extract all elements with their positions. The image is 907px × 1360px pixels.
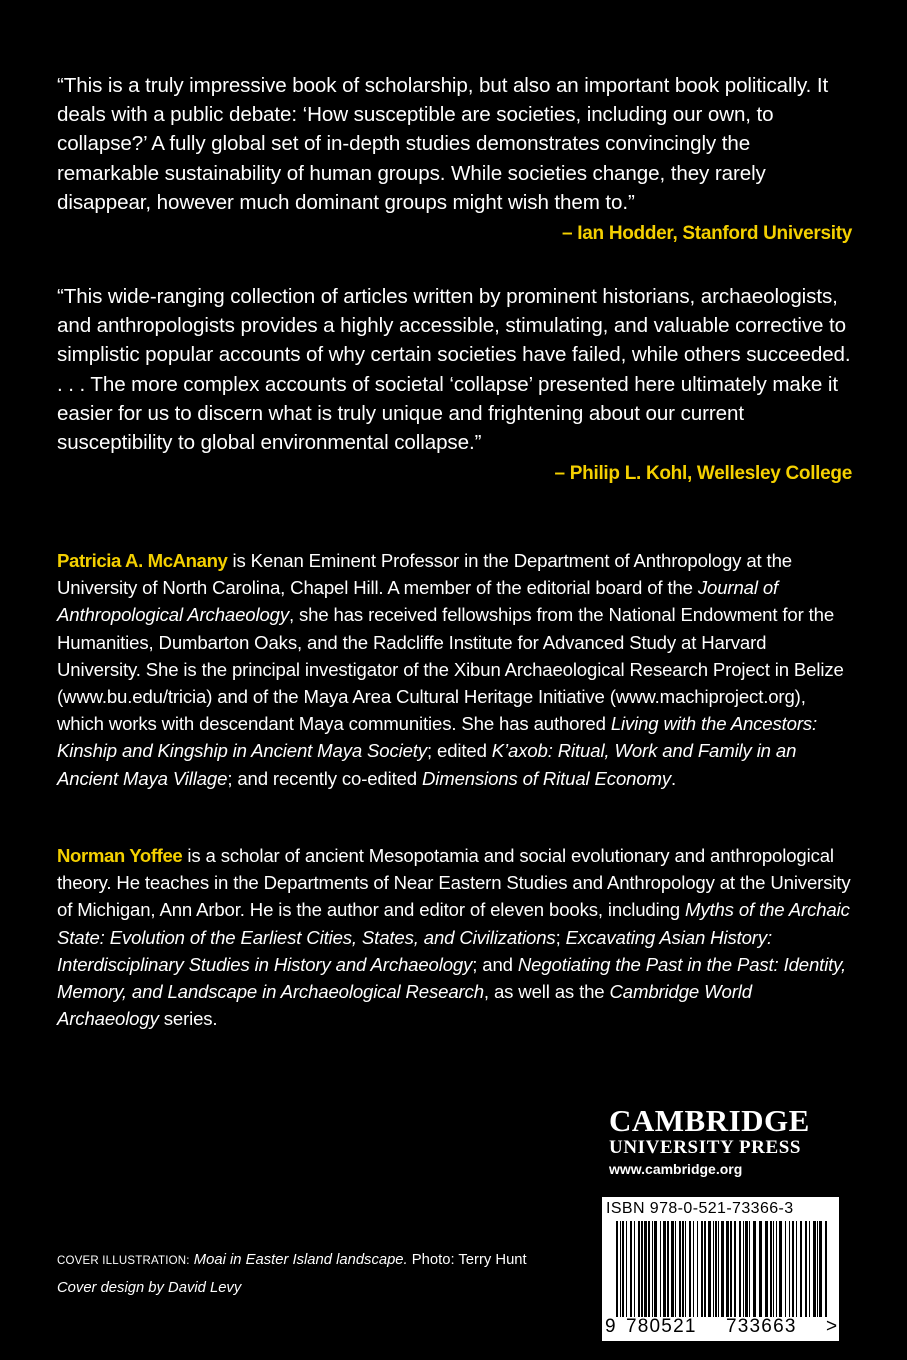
bio-title: Living with the Ancestors: Kinship and Kingship in Ancient Maya Society	[57, 713, 818, 762]
barcode-bar	[730, 1221, 732, 1317]
barcode-bar	[693, 1221, 694, 1317]
barcode-bar	[648, 1221, 650, 1317]
barcode-bar	[817, 1221, 818, 1317]
barcode-bar	[708, 1221, 711, 1317]
barcode-bar	[704, 1221, 706, 1317]
isbn-label: ISBN 978-0-521-73366-3	[606, 1200, 794, 1217]
barcode-digit-first: 9	[605, 1316, 617, 1337]
barcode-bar	[718, 1221, 719, 1317]
barcode-bar	[779, 1221, 782, 1317]
quote-attribution: – Ian Hodder, Stanford University	[562, 223, 852, 245]
barcode-bar	[626, 1221, 627, 1317]
barcode-bar	[734, 1221, 736, 1317]
barcode-bar	[713, 1221, 714, 1317]
barcode-bar	[671, 1221, 674, 1317]
illustration-label: COVER ILLUSTRATION:	[57, 1255, 190, 1267]
bio-text: ; edited	[426, 740, 492, 762]
barcode-bar	[743, 1221, 744, 1317]
bio-text: series.	[158, 1008, 218, 1030]
cover-design-credit: Cover design by David Levy	[57, 1280, 242, 1296]
barcode-bar	[660, 1221, 661, 1317]
barcode-bar	[739, 1221, 741, 1317]
quote-text: “This is a truly impressive book of scholarship, but also an important book politically. It deals with a public debate: ‘How susceptible are societies, including our own, to collapse?’ A fully global set of in-depth studies demonstrates convincingly the remarkable sustainability of human groups. While societies change, they rarely disappear, however much dominant groups might wish them to.”	[57, 74, 829, 214]
publisher-name: CAMBRIDGE	[609, 1103, 810, 1138]
barcode-bar	[697, 1221, 698, 1317]
barcode-bar	[785, 1221, 786, 1317]
barcode-bar	[689, 1221, 691, 1317]
publisher-press: UNIVERSITY PRESS	[609, 1137, 802, 1158]
barcode-bar	[770, 1221, 772, 1317]
bio-title: Myths of the Archaic State: Evolution of the Earliest Cities, States, and Civilizations	[57, 899, 850, 948]
barcode-bar	[701, 1221, 703, 1317]
bio-text: ; and recently co-edited	[227, 767, 423, 789]
quote-text: “This wide-ranging collection of articles written by prominent historians, archaeologists, and anthropologists provides a highly accessible, stimulating, and valuable corrective to simplistic popular accounts of why certain societies have failed, while others succeeded. . . . The more complex accounts of societal ‘collapse’ presented here ultimately make it easier for us to discern what is truly unique and frightening about our current susceptibility to global environmental collapse.”	[57, 285, 851, 455]
cover-illustration-credit	[57, 1247, 587, 1275]
publisher-logo	[609, 1105, 839, 1179]
barcode-bar	[654, 1221, 657, 1317]
barcode-bar	[800, 1221, 802, 1317]
barcode-bar	[809, 1221, 810, 1317]
bio-title: Excavating Asian History: Interdisciplinary Studies in History and Archaeology	[57, 926, 772, 975]
barcode-digits-right: 733663	[726, 1316, 797, 1337]
barcode-icon	[616, 1221, 830, 1317]
bio-text: is a scholar of ancient Mesopotamia and social evolutionary and anthropological theory. He teaches in the Departments of Near Eastern Studies and Anthropology at the University of Michigan, Ann Arbor. He is the author and editor of eleven books, including	[57, 845, 851, 921]
barcode-bar	[663, 1221, 666, 1317]
bio-text: , she has received fellowships from the National Endowment for the Humanities, Dumbarton Oaks, and the Radcliffe Institute for Advanced Study at Harvard University. She is the principal investigator of the Xibun Archaeological Research Project in Belize (www.bu.edu/tricia) and of the Maya Area Cultural Heritage Initiative (www.machiproject.org), which works with descendant Maya communities. She has authored	[57, 604, 844, 735]
author-name: Patricia A. McAnany	[57, 550, 228, 571]
quote-attribution: – Philip L. Kohl, Wellesley College	[554, 463, 852, 485]
publisher-website: www.cambridge.org	[609, 1161, 743, 1177]
barcode-bar	[825, 1221, 827, 1317]
bio-title: K’axob: Ritual, Work and Family in an Ancient Maya Village	[57, 740, 797, 789]
barcode-bar	[644, 1221, 647, 1317]
bio-text: ; and	[472, 953, 518, 975]
barcode-bar	[765, 1221, 768, 1317]
barcode-bar	[634, 1221, 635, 1317]
isbn-barcode	[602, 1197, 839, 1341]
bio-title: Dimensions of Ritual Economy	[422, 767, 672, 789]
photo-credit: Photo: Terry Hunt	[411, 1252, 527, 1268]
barcode-bar	[773, 1221, 774, 1317]
bio-text: , as well as the	[483, 981, 610, 1003]
barcode-bar	[726, 1221, 729, 1317]
barcode-bar	[616, 1221, 618, 1317]
barcode-bar	[620, 1221, 621, 1317]
barcode-bar	[685, 1221, 686, 1317]
barcode-bar	[630, 1221, 632, 1317]
bio-text: is Kenan Eminent Professor in the Department of Anthropology at the University of North Carolina, Chapel Hill. A member of the editorial board of the	[57, 550, 792, 599]
barcode-bar	[819, 1221, 822, 1317]
illustration-title: Moai in Easter Island landscape.	[193, 1252, 408, 1268]
review-quote-kohl	[57, 282, 852, 488]
barcode-bar	[622, 1221, 624, 1317]
barcode-bar	[745, 1221, 748, 1317]
author-bio-mcanany	[57, 547, 852, 792]
cover-credits	[57, 1247, 587, 1302]
barcode-bar	[789, 1221, 790, 1317]
barcode-bar	[682, 1221, 684, 1317]
barcode-bar	[796, 1221, 797, 1317]
barcode-bar	[805, 1221, 807, 1317]
barcode-bar	[753, 1221, 756, 1317]
barcode-bar	[813, 1221, 816, 1317]
bio-text: .	[671, 767, 677, 789]
barcode-bar	[652, 1221, 653, 1317]
barcode-bar	[638, 1221, 640, 1317]
barcode-bar	[667, 1221, 669, 1317]
bio-text: ;	[555, 926, 566, 948]
barcode-end-mark: >	[826, 1316, 839, 1337]
bio-title: Journal of Anthropological Archaeology	[57, 577, 779, 626]
barcode-bar	[679, 1221, 681, 1317]
barcode-bar	[759, 1221, 762, 1317]
bio-title: Cambridge World Archaeology	[57, 981, 752, 1030]
bio-title: Negotiating the Past in the Past: Identity, Memory, and Landscape in Archaeological Research	[57, 953, 846, 1003]
barcode-bar	[715, 1221, 717, 1317]
review-quote-hodder	[57, 71, 852, 248]
author-bio-yoffee	[57, 842, 852, 1032]
barcode-bar	[641, 1221, 643, 1317]
barcode-digits-left: 780521	[626, 1316, 697, 1337]
author-name: Norman Yoffee	[57, 845, 183, 866]
barcode-bar	[776, 1221, 777, 1317]
barcode-bar	[749, 1221, 750, 1317]
barcode-bar	[721, 1221, 724, 1317]
barcode-bar	[792, 1221, 794, 1317]
barcode-bar	[675, 1221, 676, 1317]
